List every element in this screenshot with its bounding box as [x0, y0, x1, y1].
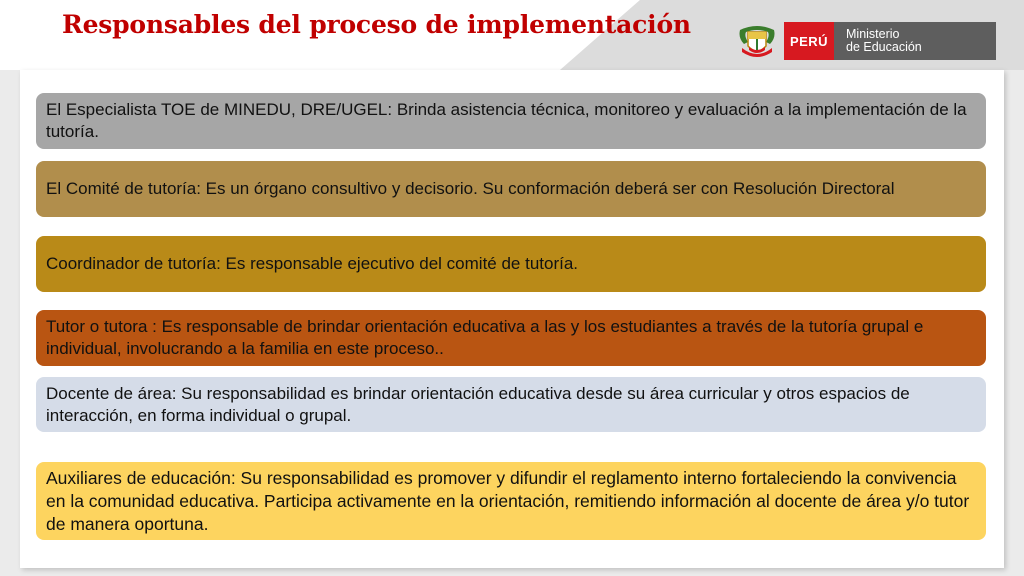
card-text: Tutor o tutora : Es responsable de brindar orientación educativa a las y los estudiantes a través de la tutoría grupal e individual, involucrando a la familia en este proceso..	[46, 317, 924, 358]
peru-label: PERÚ	[784, 22, 834, 60]
ministry-line-2: de Educación	[846, 40, 922, 54]
ministry-line-1: Ministerio	[846, 27, 900, 41]
card-text: El Comité de tutoría: Es un órgano consultivo y decisorio. Su conformación deberá ser con Resolución Directoral	[46, 179, 895, 198]
slide-title: Responsables del proceso de implementación	[62, 10, 691, 39]
card-text: Auxiliares de educación: Su responsabilidad es promover y difundir el reglamento interno fortaleciendo la convivencia en la comunidad educativa. Participa activamente en la orientación, remitiendo información al docente de área y/o tutor de manera oportuna.	[46, 467, 970, 534]
card-comite-tutoria	[36, 161, 986, 217]
coat-of-arms-icon	[736, 20, 778, 62]
card-especialista-toe	[36, 93, 986, 149]
card-text: Coordinador de tutoría: Es responsable ejecutivo del comité de tutoría.	[46, 254, 579, 273]
card-coordinador-tutoria	[36, 236, 986, 292]
card-auxiliares-educacion	[36, 462, 986, 540]
ministry-label	[834, 22, 996, 60]
card-text: El Especialista TOE de MINEDU, DRE/UGEL: Brinda asistencia técnica, monitoreo y evaluación a la implementación de la tutoría.	[46, 100, 967, 141]
card-tutor	[36, 310, 986, 366]
card-text: Docente de área: Su responsabilidad es brindar orientación educativa desde su área curricular y otros espacios de interacción, en forma individual o grupal.	[46, 383, 910, 425]
card-docente-area	[36, 377, 986, 432]
